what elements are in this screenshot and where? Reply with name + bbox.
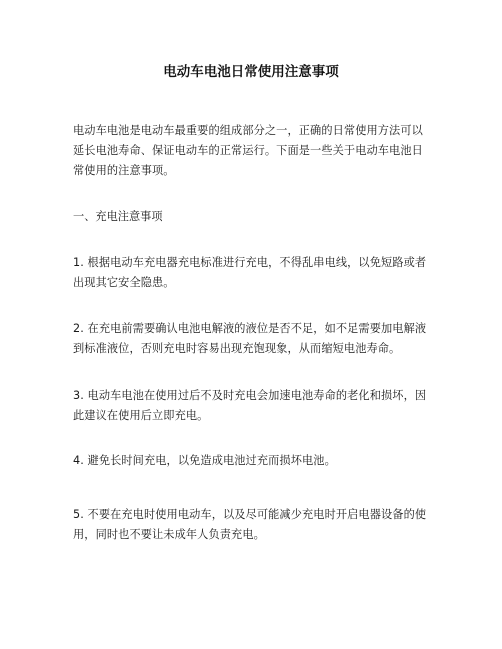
intro-paragraph: 电动车电池是电动车最重要的组成部分之一，正确的日常使用方法可以延长电池寿命、保证电动车的正常运行。下面是一些关于电动车电池日常使用的注意事项。 [73, 124, 423, 177]
list-item: 3. 电动车电池在使用过后不及时充电会加速电池寿命的老化和损坏，因此建议在使用后立即充电。 [73, 389, 427, 422]
list-item: 1. 根据电动车充电器充电标准进行充电，不得乱串电线，以免短路或者出现其它安全隐患。 [73, 256, 427, 289]
section-heading: 一、充电注意事项 [73, 210, 163, 223]
list-item: 2. 在充电前需要确认电池电解液的液位是否不足，如不足需要加电解液到标准液位，否则充电时容易出现充饱现象，从而缩短电池寿命。 [73, 322, 427, 355]
list-item: 4. 避免长时间充电，以免造成电池过充而损坏电池。 [73, 454, 336, 467]
document-title: 电动车电池日常使用注意事项 [163, 64, 339, 80]
list-item: 5. 不要在充电时使用电动车，以及尽可能减少充电时开启电器设备的使用，同时也不要让未成年人负责充电。 [73, 508, 427, 541]
